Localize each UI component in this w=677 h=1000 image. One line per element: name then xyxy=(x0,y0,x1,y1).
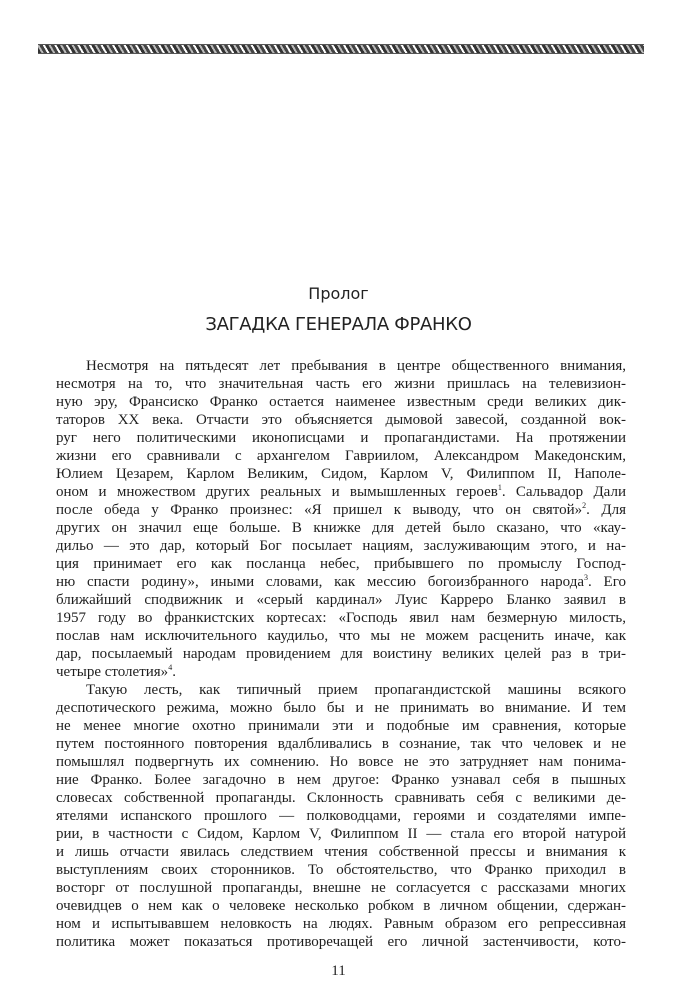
text-line xyxy=(56,681,626,699)
text-line xyxy=(56,789,626,807)
text-segment: руг него политическими иконописцами и пропагандистами. На протяжении xyxy=(56,430,626,446)
text-segment: словесах собственной пропаганды. Склонность сравнивать себя с великими де- xyxy=(56,790,626,806)
text-segment: ятелями испанского прошлого — полководцами, героями и создателями импе- xyxy=(56,808,626,824)
text-segment: восторг от послушной пропаганды, внешне не согласуется с рассказами многих xyxy=(56,880,626,896)
text-line xyxy=(56,555,626,573)
text-segment: ном и испытывавшем неловкость на людях. Равным образом его репрессивная xyxy=(56,916,626,932)
page-number: 11 xyxy=(331,963,346,979)
text-segment: таторов XX века. Отчасти это объясняется дымовой завесой, созданной вок- xyxy=(56,412,626,428)
paragraph xyxy=(56,357,626,681)
text-line xyxy=(56,897,626,915)
text-segment: несмотря на то, что значительная часть его жизни пришлась на телевизион- xyxy=(56,376,626,392)
text-segment: ние Франко. Более загадочно в нем другое: Франко узнавал себя в пышных xyxy=(56,772,626,788)
text-line xyxy=(56,465,626,483)
text-line xyxy=(56,447,626,465)
text-line xyxy=(56,573,626,591)
text-line xyxy=(56,663,626,681)
decorative-rope-border xyxy=(38,44,644,54)
text-segment: политика может показаться противоречащей его личной застенчивости, кото- xyxy=(56,934,626,950)
text-line xyxy=(56,645,626,663)
chapter-title: ЗАГАДКА ГЕНЕРАЛА ФРАНКО xyxy=(205,314,472,335)
text-segment: Юлием Цезарем, Карлом Великим, Сидом, Карлом V, Филиппом II, Наполе- xyxy=(56,466,626,482)
footnote-ref: 3 xyxy=(584,573,589,582)
text-segment: ную эру, Франсиско Франко остается наименее известным среди великих дик- xyxy=(56,394,626,410)
text-segment: . Для xyxy=(586,502,626,518)
text-segment: других он значил еще больше. В книжке для детей было сказано, что «кау- xyxy=(56,520,626,536)
text-line xyxy=(56,699,626,717)
text-segment: путем постоянного повторения вдалбливались в сознание, так что человек и не xyxy=(56,736,626,752)
part-label: Пролог xyxy=(308,284,369,303)
text-line xyxy=(56,609,626,627)
text-line xyxy=(56,501,626,519)
text-segment: помышлял подвергнуть их сомнению. Но вовсе не это затрудняет нам понима- xyxy=(56,754,626,770)
text-line xyxy=(56,915,626,933)
footnote-ref: 1 xyxy=(497,483,502,492)
text-segment: оном и множеством других реальных и вымышленных героев xyxy=(56,484,498,500)
text-line xyxy=(56,753,626,771)
text-line xyxy=(56,429,626,447)
text-segment: ближайший сподвижник и «серый кардинал» Луис Карреро Бланко заявил в xyxy=(56,592,626,608)
text-segment: дильо — это дар, который Бог посылает нациям, заслуживающим этого, и на- xyxy=(56,538,626,554)
text-segment: не менее многие охотно принимали эти и подобные им сравнения, которые xyxy=(56,718,626,734)
paragraph xyxy=(56,681,626,951)
footnote-ref: 2 xyxy=(582,501,587,510)
text-segment: Такую лесть, как типичный прием пропагандистской машины всякого xyxy=(86,682,626,698)
text-line xyxy=(56,735,626,753)
text-line xyxy=(56,717,626,735)
text-segment: дар, посылаемый народам провидением для воистину великих целей раз в три- xyxy=(56,646,626,662)
text-segment: и лишь отчасти явилась следствием чтения собственной прессы и внимания к xyxy=(56,844,626,860)
text-segment: ция принимает его как посланца небес, прибывшего по промыслу Господ- xyxy=(56,556,626,572)
text-segment: очевидцев о нем как о человеке несколько робком в личном общении, сдержан- xyxy=(56,898,626,914)
text-segment: рии, в частности с Сидом, Карлом V, Филиппом II — стала его второй натурой xyxy=(56,826,626,842)
text-line xyxy=(56,807,626,825)
text-line xyxy=(56,519,626,537)
text-segment: . xyxy=(172,664,176,680)
text-line xyxy=(56,483,626,501)
text-segment: послав нам исключительного каудильо, что мы не можем расценить иначе, как xyxy=(56,628,626,644)
text-line xyxy=(56,357,626,375)
text-line xyxy=(56,861,626,879)
text-segment: Несмотря на пятьдесят лет пребывания в центре общественного внимания, xyxy=(86,358,626,374)
text-line xyxy=(56,825,626,843)
text-segment: жизни его сравнивали с архангелом Гавриилом, Александром Македонским, xyxy=(56,448,626,464)
text-segment: . Его xyxy=(588,574,626,590)
text-line xyxy=(56,933,626,951)
text-line xyxy=(56,375,626,393)
text-segment: ню спасти родину», иными словами, как мессию богоизбранного народа xyxy=(56,574,585,590)
text-segment: 1957 году во франкистских кортесах: «Господь явил нам безмерную милость, xyxy=(56,610,626,626)
text-segment: после обеда у Франко произнес: «Я пришел к выводу, что он святой» xyxy=(56,502,583,518)
text-line xyxy=(56,879,626,897)
text-line xyxy=(56,393,626,411)
text-segment: выступлениям своих сторонников. То обстоятельство, что Франко приходил в xyxy=(56,862,626,878)
footnote-ref: 4 xyxy=(168,663,173,672)
body-text xyxy=(56,357,626,951)
text-segment: деспотического режима, можно было бы и не принимать во внимание. И тем xyxy=(56,700,626,716)
text-line xyxy=(56,411,626,429)
text-segment: четыре столетия» xyxy=(56,664,169,680)
text-line xyxy=(56,627,626,645)
text-line xyxy=(56,843,626,861)
text-line xyxy=(56,771,626,789)
text-segment: . Сальвадор Дали xyxy=(501,484,626,500)
text-line xyxy=(56,591,626,609)
text-line xyxy=(56,537,626,555)
